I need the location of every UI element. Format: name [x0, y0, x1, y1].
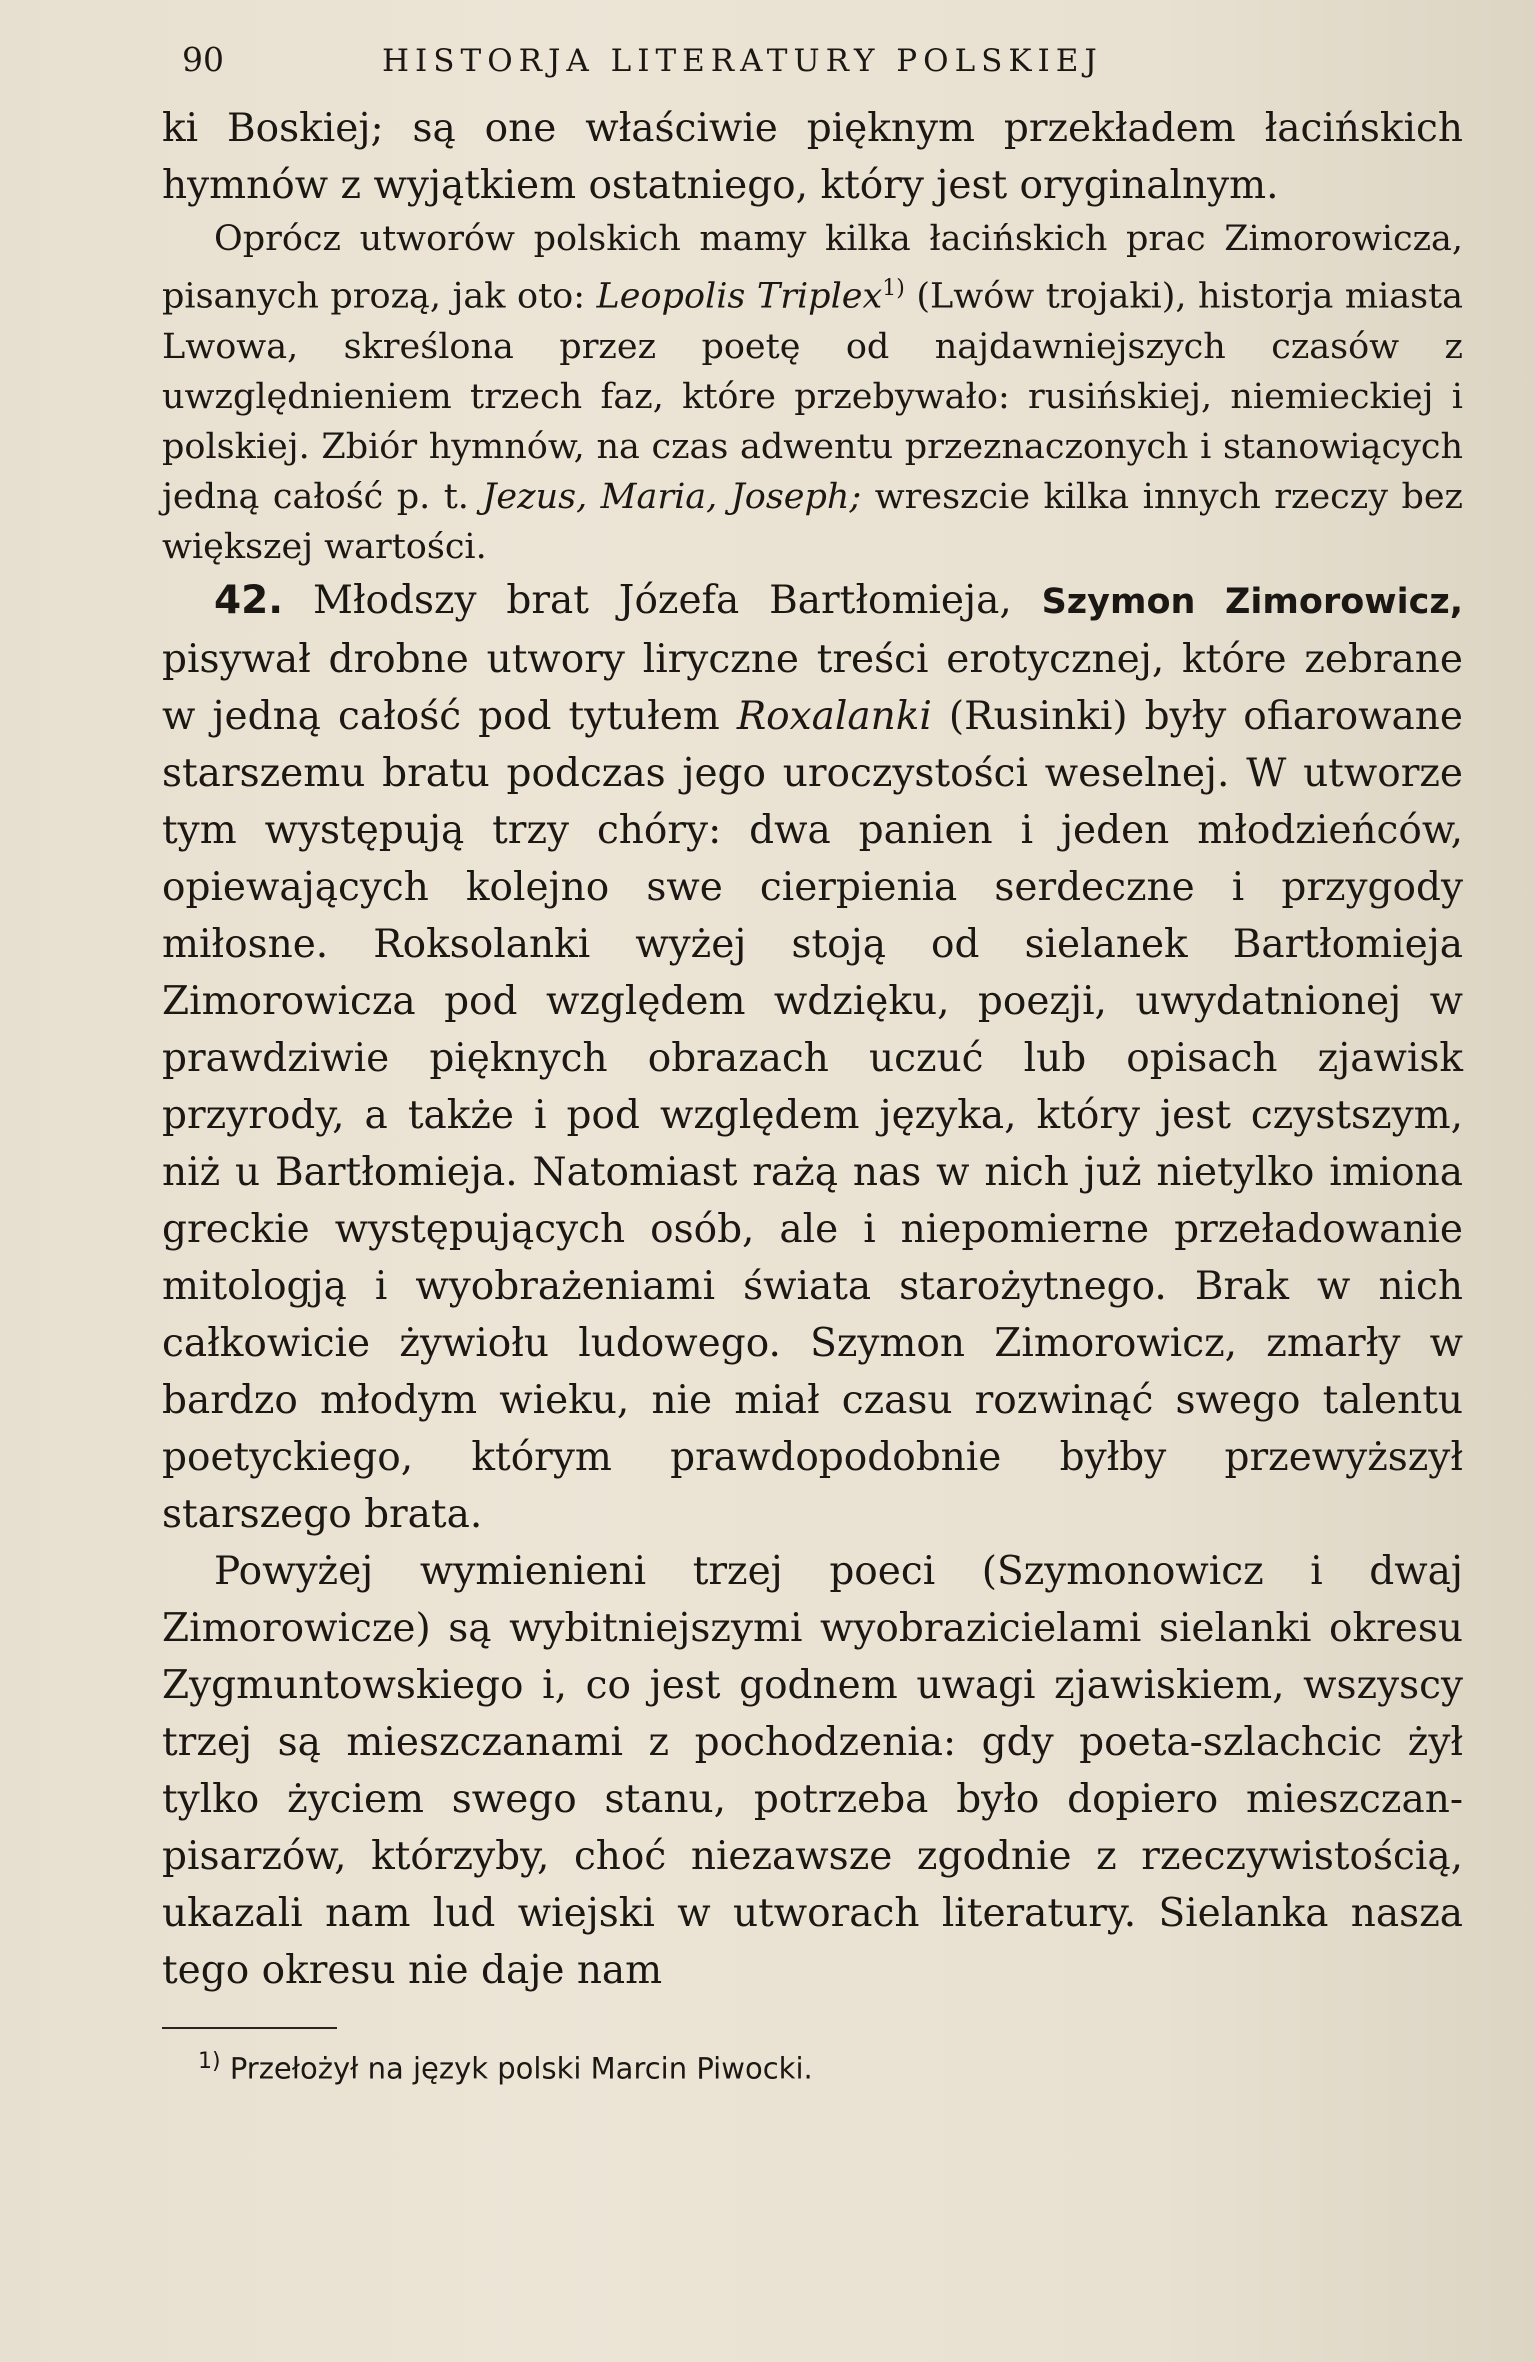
paragraph-1-text: ki Boskiej; są one właściwie pięknym przekładem łacińskich hymnów z wyjątkiem ostatniego, który jest oryginalnym. — [162, 106, 1463, 208]
paragraph-4 — [162, 1543, 1463, 1999]
paragraph-4-text: Powyżej wymienieni trzej poeci (Szymonowicz i dwaj Zimorowicze) są wybitniejszymi wyobrazicielami sielanki okresu Zygmuntowskiego i, co jest godnem uwagi zjawiskiem, wszyscy trzej są mieszczanami z pochodzenia: gdy poeta-szlachcic żył tylko życiem swego stanu, potrzeba było dopiero mieszczan-pisarzów, którzyby, choć niezawsze zgodnie z rzeczywistością, ukazali nam lud wiejski w utworach literatury. Sielanka nasza tego okresu nie daje nam — [162, 1548, 1463, 1993]
footnote-divider — [162, 2027, 337, 2029]
footnote-reference: 1) — [882, 276, 905, 301]
body-text — [162, 100, 1463, 1999]
paragraph-2-text-c: wreszcie kilka innych rzeczy bez większej wartości. — [162, 476, 1463, 567]
paragraph-3-text-a: Młodszy brat Józefa Bartłomieja, — [283, 577, 1042, 623]
paragraph-1 — [162, 100, 1463, 214]
page-number: 90 — [182, 40, 224, 79]
paragraph-2 — [162, 214, 1463, 572]
paragraph-2-text-a: Oprócz utworów polskich mamy kilka łacińskich prac Zimorowicza, pisanych prozą, jak oto: — [162, 219, 1463, 317]
footnote-mark: 1) — [198, 2048, 221, 2074]
paragraph-3 — [162, 572, 1463, 1543]
section-number: 42. — [214, 577, 284, 623]
title-leopolis-triplex: Leopolis Triplex — [596, 276, 883, 317]
title-roxalanki: Roxalanki — [736, 693, 932, 739]
paragraph-2-text-b: (Lwów trojaki), historja miasta Lwowa, skreślona przez poetę od najdawniejszych czasów z uwzględnieniem trzech faz, które przebywało: rusińskiej, niemieckiej i polskiej. Zbiór hymnów, na czas adwentu przeznaczonych i stanowiących jedną całość p. t. — [162, 276, 1463, 517]
footnote-text: Przełożył na język polski Marcin Piwocki. — [229, 2051, 813, 2086]
paragraph-3-text-c: (Rusinki) były ofiarowane starszemu bratu podczas jego uroczystości weselnej. W utworze tym występują trzy chóry: dwa panien i jeden młodzieńców, opiewających kolejno swe cierpienia serdeczne i przygody miłosne. Roksolanki wyżej stoją od sielanek Bartłomieja Zimorowicza pod względem wdzięku, poezji, uwydatnionej w prawdziwie pięknych obrazach uczuć lub opisach zjawisk przyrody, a także i pod względem języka, który jest czystszym, niż u Bartłomieja. Natomiast rażą nas w nich już nietylko imiona greckie występujących osób, ale i niepomierne przeładowanie mitologją i wyobrażeniami świata starożytnego. Brak w nich całkowicie żywiołu ludowego. Szymon Zimorowicz, zmarły w bardzo młodym wieku, nie miał czasu rozwinąć swego talentu poetyckiego, którym prawdopodobnie byłby przewyższył starszego brata. — [162, 693, 1463, 1537]
running-title: HISTORJA LITERATURY POLSKIEJ — [382, 43, 1103, 79]
title-jezus-maria-joseph: Jezus, Maria, Joseph; — [482, 476, 862, 517]
paragraph-3-text-b: pisywał drobne utwory liryczne treści erotycznej, które zebrane w jedną całość pod tytułem — [162, 636, 1463, 739]
page-header — [182, 40, 1463, 88]
name-szymon-zimorowicz: Szymon Zimorowicz, — [1041, 581, 1463, 622]
footnote — [198, 2049, 1463, 2086]
